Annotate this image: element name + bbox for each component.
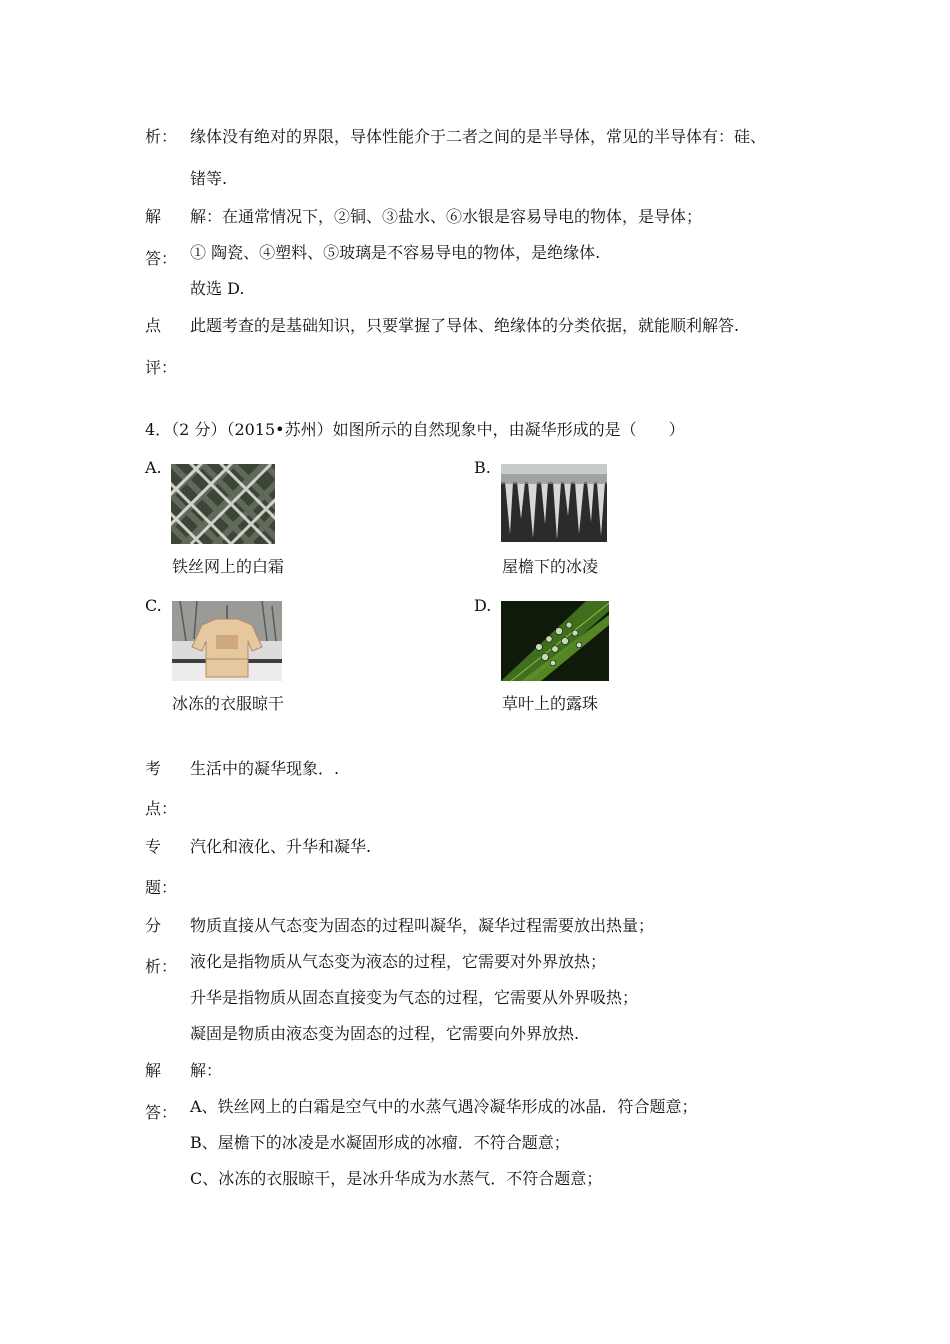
jieda-text-line: C、冰冻的衣服晾干，是冰升华成为水蒸气．不符合题意； [190, 1169, 603, 1188]
option-b-caption: 屋檐下的冰凌 [502, 557, 599, 576]
zhuanti-label: 题： [145, 878, 178, 897]
zhuanti-text: 汽化和液化、升华和凝华. [190, 837, 372, 856]
solution-text-line: 故选 D. [190, 279, 245, 298]
option-c-letter: C. [145, 596, 162, 615]
option-c-image [172, 601, 282, 681]
comment-label: 点 [145, 316, 162, 335]
fenxi-text-line: 凝固是物质由液态变为固态的过程，它需要向外界放热. [190, 1024, 580, 1043]
analysis-text-line: 缘体没有绝对的界限，导体性能介于二者之间的是半导体，常见的半导体有：硅、 [190, 127, 767, 146]
option-b-image [501, 464, 607, 542]
fenxi-text-line: 升华是指物质从固态直接变为气态的过程，它需要从外界吸热； [190, 988, 639, 1007]
option-a-caption: 铁丝网上的白霜 [172, 557, 285, 576]
option-a-image [171, 464, 275, 544]
solution-label: 答： [145, 249, 178, 268]
question-stem: 4．（2 分）（2015•苏州）如图所示的自然现象中，由凝华形成的是（ ） [145, 420, 685, 439]
fenxi-text-line: 物质直接从气态变为固态的过程叫凝华，凝华过程需要放出热量； [190, 916, 655, 935]
jieda-text-line: B、屋檐下的冰凌是水凝固形成的冰瘤．不符合题意； [190, 1133, 570, 1152]
analysis-text-line: 锗等. [190, 169, 228, 188]
zhuanti-label: 专 [145, 837, 162, 856]
fenxi-text-line: 液化是指物质从气态变为液态的过程，它需要对外界放热； [190, 952, 607, 971]
kaodian-label: 考 [145, 759, 162, 778]
solution-text-line: 解：在通常情况下，②铜、③盐水、⑥水银是容易导电的物体，是导体； [190, 207, 703, 226]
option-d-letter: D. [474, 596, 492, 615]
fenxi-label: 分 [145, 916, 162, 935]
option-d-image [501, 601, 609, 681]
jieda-label: 解 [145, 1061, 162, 1080]
option-b-letter: B. [474, 458, 491, 477]
option-a-letter: A. [145, 458, 162, 477]
option-c-caption: 冰冻的衣服晾干 [172, 694, 285, 713]
comment-text-line: 此题考查的是基础知识，只要掌握了导体、绝缘体的分类依据，就能顺利解答. [190, 316, 740, 335]
comment-label: 评： [145, 358, 178, 377]
jieda-text-line: 解： [190, 1061, 223, 1080]
option-d-caption: 草叶上的露珠 [502, 694, 599, 713]
jieda-text-line: A、铁丝网上的白霜是空气中的水蒸气遇冷凝华形成的冰晶．符合题意； [190, 1097, 698, 1116]
analysis-label: 析： [145, 127, 178, 146]
kaodian-label: 点： [145, 799, 178, 818]
jieda-label: 答： [145, 1103, 178, 1122]
solution-label: 解 [145, 207, 162, 226]
kaodian-text: 生活中的凝华现象．. [190, 759, 340, 778]
fenxi-label: 析： [145, 957, 178, 976]
solution-text-line: ① 陶瓷、④塑料、⑤玻璃是不容易导电的物体，是绝缘体. [190, 243, 601, 262]
